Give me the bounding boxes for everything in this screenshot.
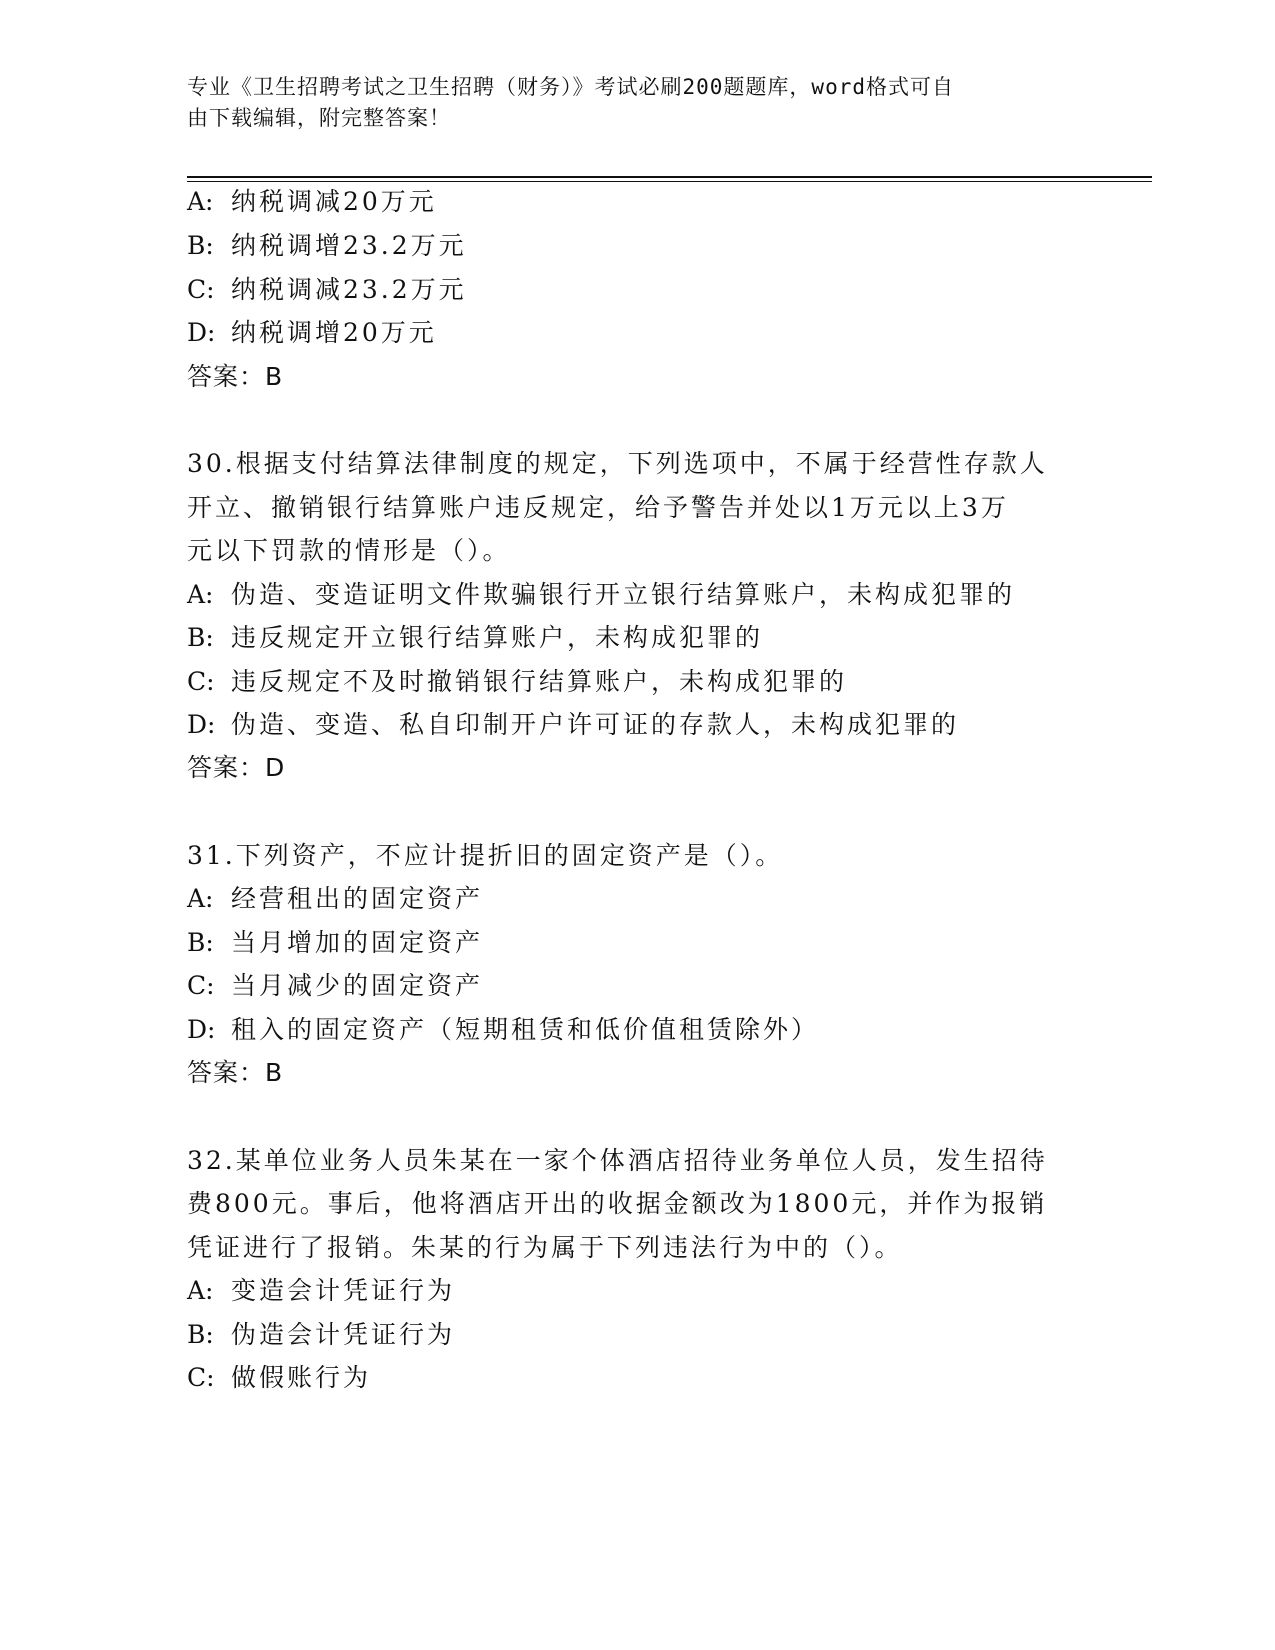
option-text: 纳税调减20万元 <box>231 187 437 216</box>
option-letter: C: <box>187 667 215 696</box>
header-line-2: 由下载编辑，附完整答案！ <box>187 106 451 130</box>
option-text: 伪造会计凭证行为 <box>231 1320 456 1349</box>
q30-option-a <box>187 579 1015 611</box>
option-letter: D: <box>187 710 216 739</box>
option-letter: C: <box>187 971 215 1000</box>
q30-stem-line-2: 开立、撤销银行结算账户违反规定，给予警告并处以1万元以上3万 <box>187 493 1009 522</box>
option-letter: B: <box>187 928 214 957</box>
q32-stem-line-3: 凭证进行了报销。朱某的行为属于下列违法行为中的（）。 <box>187 1233 903 1262</box>
option-text: 当月减少的固定资产 <box>231 971 484 1000</box>
q29-option-b <box>187 230 467 262</box>
q29-option-d <box>187 317 437 349</box>
option-text: 伪造、变造证明文件欺骗银行开立银行结算账户，未构成犯罪的 <box>231 580 1016 609</box>
q30-option-d <box>187 709 959 741</box>
document-header <box>187 72 1067 134</box>
option-text: 当月增加的固定资产 <box>231 928 484 957</box>
header-line-1: 专业《卫生招聘考试之卫生招聘（财务）》考试必刷200题题库，word格式可自 <box>187 75 954 99</box>
q30-answer: 答案：D <box>187 753 286 782</box>
q30-stem-line-1: 30.根据支付结算法律制度的规定，下列选项中，不属于经营性存款人 <box>187 449 1048 478</box>
option-letter: B: <box>187 623 214 652</box>
q29-option-a <box>187 186 437 218</box>
option-text: 违反规定不及时撤销银行结算账户，未构成犯罪的 <box>231 667 848 696</box>
q32-stem-line-2: 费800元。事后，他将酒店开出的收据金额改为1800元，并作为报销 <box>187 1189 1048 1218</box>
q31-option-c <box>187 970 483 1002</box>
option-letter: B: <box>187 1320 214 1349</box>
option-text: 纳税调增23.2万元 <box>231 231 467 260</box>
option-letter: C: <box>187 1363 215 1392</box>
option-letter: D: <box>187 1015 216 1044</box>
q29-option-c <box>187 274 467 306</box>
q30-option-b <box>187 622 763 654</box>
header-divider-thick <box>187 176 1152 178</box>
q31-option-b <box>187 927 483 959</box>
q32-stem-line-1: 32.某单位业务人员朱某在一家个体酒店招待业务单位人员，发生招待 <box>187 1146 1048 1175</box>
q31-option-d <box>187 1014 819 1046</box>
q30-option-c <box>187 666 847 698</box>
option-text: 纳税调增20万元 <box>231 318 437 347</box>
option-letter: C: <box>187 275 215 304</box>
q31-option-a <box>187 883 483 915</box>
option-letter: A: <box>187 187 214 216</box>
option-letter: A: <box>187 884 214 913</box>
option-text: 变造会计凭证行为 <box>231 1276 456 1305</box>
q31-stem-line-1: 31.下列资产，不应计提折旧的固定资产是（）。 <box>187 841 784 870</box>
option-letter: D: <box>187 318 216 347</box>
option-text: 租入的固定资产（短期租赁和低价值租赁除外） <box>231 1015 820 1044</box>
q30-stem-line-3: 元以下罚款的情形是（）。 <box>187 536 511 565</box>
option-text: 做假账行为 <box>231 1363 372 1392</box>
q29-answer: 答案：B <box>187 362 284 391</box>
q32-option-a <box>187 1275 455 1307</box>
option-text: 经营租出的固定资产 <box>231 884 484 913</box>
option-letter: A: <box>187 580 214 609</box>
option-text: 纳税调减23.2万元 <box>231 275 467 304</box>
q31-answer: 答案：B <box>187 1058 284 1087</box>
option-letter: A: <box>187 1276 214 1305</box>
option-text: 违反规定开立银行结算账户，未构成犯罪的 <box>231 623 764 652</box>
q32-option-c <box>187 1362 371 1394</box>
header-divider-thin <box>187 181 1152 182</box>
option-letter: B: <box>187 231 214 260</box>
option-text: 伪造、变造、私自印制开户许可证的存款人，未构成犯罪的 <box>231 710 960 739</box>
q32-option-b <box>187 1319 455 1351</box>
